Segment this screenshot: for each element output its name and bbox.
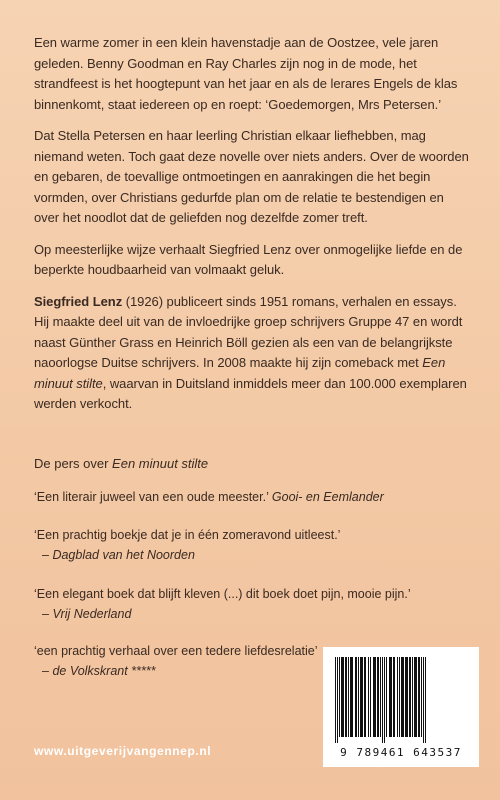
barcode-bar xyxy=(397,657,398,737)
press-quote xyxy=(34,584,411,624)
barcode-bar xyxy=(409,657,411,737)
quote-text: ‘Een prachtig boekje dat je in één zomeravond uitleest.’ xyxy=(34,528,341,542)
press-quote xyxy=(34,641,318,681)
barcode-bar xyxy=(350,657,353,737)
quote-attribution: – Vrij Nederland xyxy=(42,607,132,621)
author-bio xyxy=(34,292,470,415)
barcode-bar xyxy=(373,657,376,737)
barcode-bar xyxy=(382,657,383,743)
barcode-bars xyxy=(333,657,469,743)
publisher-website[interactable]: www.uitgeverijvangennep.nl xyxy=(34,744,212,758)
quote-source: Vrij Nederland xyxy=(52,607,132,621)
quote-source: de Volkskrant ***** xyxy=(52,664,156,678)
isbn-barcode xyxy=(323,647,479,767)
barcode-bar xyxy=(401,657,404,737)
barcode-bar xyxy=(425,657,426,743)
barcode-bar xyxy=(393,657,395,737)
author-bio-text: , waarvan in Duitsland inmiddels meer dan 100.000 exemplaren werden verkocht. xyxy=(34,375,467,411)
barcode-bar xyxy=(384,657,385,743)
barcode-bar xyxy=(405,657,408,737)
quote-attribution: – de Volkskrant ***** xyxy=(42,664,156,678)
barcode-bar xyxy=(364,657,366,737)
barcode-bar xyxy=(335,657,336,743)
book-title: Een minuut stilte xyxy=(112,456,209,471)
barcode-bar xyxy=(358,657,359,737)
barcode-bar xyxy=(337,657,338,743)
barcode-bar xyxy=(345,657,347,737)
quote-text: ‘een prachtig verhaal over een tedere liefdesrelatie’ xyxy=(34,644,318,658)
barcode-bar xyxy=(380,657,381,737)
barcode-bar xyxy=(386,657,387,737)
barcode-bar xyxy=(377,657,379,737)
quote-source: Dagblad van het Noorden xyxy=(52,548,195,562)
back-cover-blurb xyxy=(34,33,470,426)
barcode-bar xyxy=(414,657,417,737)
barcode-bar xyxy=(418,657,420,737)
author-name: Siegfried Lenz xyxy=(34,293,123,309)
barcode-bar xyxy=(389,657,392,737)
barcode-bar xyxy=(348,657,349,737)
barcode-bar xyxy=(399,657,400,737)
quote-source: Gooi- en Eemlander xyxy=(271,490,384,504)
barcode-digits: 9 789461 643537 xyxy=(340,746,462,759)
blurb-paragraph: Een warme zomer in een klein havenstadje aan de Oostzee, vele jaren geleden. Benny Goodman en Ray Charles zijn nog in de mode, het strandfeest is het hoogtepunt van het jaar en als de lerares Engels de klas binnenkomt, staat iedereen op en roept: ‘Goedemorgen, Mrs Petersen.’ xyxy=(34,35,458,112)
press-heading: De pers over Een minuut stilte xyxy=(34,456,209,471)
quote-text: ‘Een literair juweel van een oude meester.’ xyxy=(34,490,269,504)
barcode-bar xyxy=(370,657,371,737)
press-quote xyxy=(34,487,384,507)
barcode-bar xyxy=(368,657,369,737)
barcode-bar xyxy=(412,657,413,737)
author-bio-text: (1926) publiceert sinds 1951 romans, verhalen en essays. Hij maakte deel uit van de invloedrijke groep schrijvers Gruppe 47 en wordt naast Günther Grass en Heinrich Böll gezien als een van de belangrijkste naoorlogse Duitse schrijvers. In 2008 maakte hij zijn comeback met xyxy=(34,293,463,370)
press-quote xyxy=(34,525,340,565)
quote-text: ‘Een elegant boek dat blijft kleven (...) dit boek doet pijn, mooie pijn.’ xyxy=(34,587,411,601)
blurb-paragraph: Dat Stella Petersen en haar leerling Christian elkaar liefhebben, mag niemand weten. Toch gaat deze novelle over niets anders. Over de woorden en gebaren, de toevallige ontmoetingen en aanrakingen die het begin vormden, over Christians gedurfde plan om de relatie te bestendigen en over het noodlot dat de geliefden nog dezelfde zomer treft. xyxy=(34,128,469,225)
barcode-bar xyxy=(355,657,357,737)
barcode-bar xyxy=(421,657,422,737)
barcode-bar xyxy=(423,657,424,743)
quote-attribution: – Dagblad van het Noorden xyxy=(42,548,195,562)
barcode-bar xyxy=(339,657,340,737)
barcode-bar xyxy=(341,657,344,737)
book-title: Een minuut stilte xyxy=(34,355,446,391)
barcode-bar xyxy=(360,657,363,737)
blurb-paragraph: Op meesterlijke wijze verhaalt Siegfried Lenz over onmogelijke liefde en de beperkte houdbaarheid van volmaakt geluk. xyxy=(34,241,463,277)
